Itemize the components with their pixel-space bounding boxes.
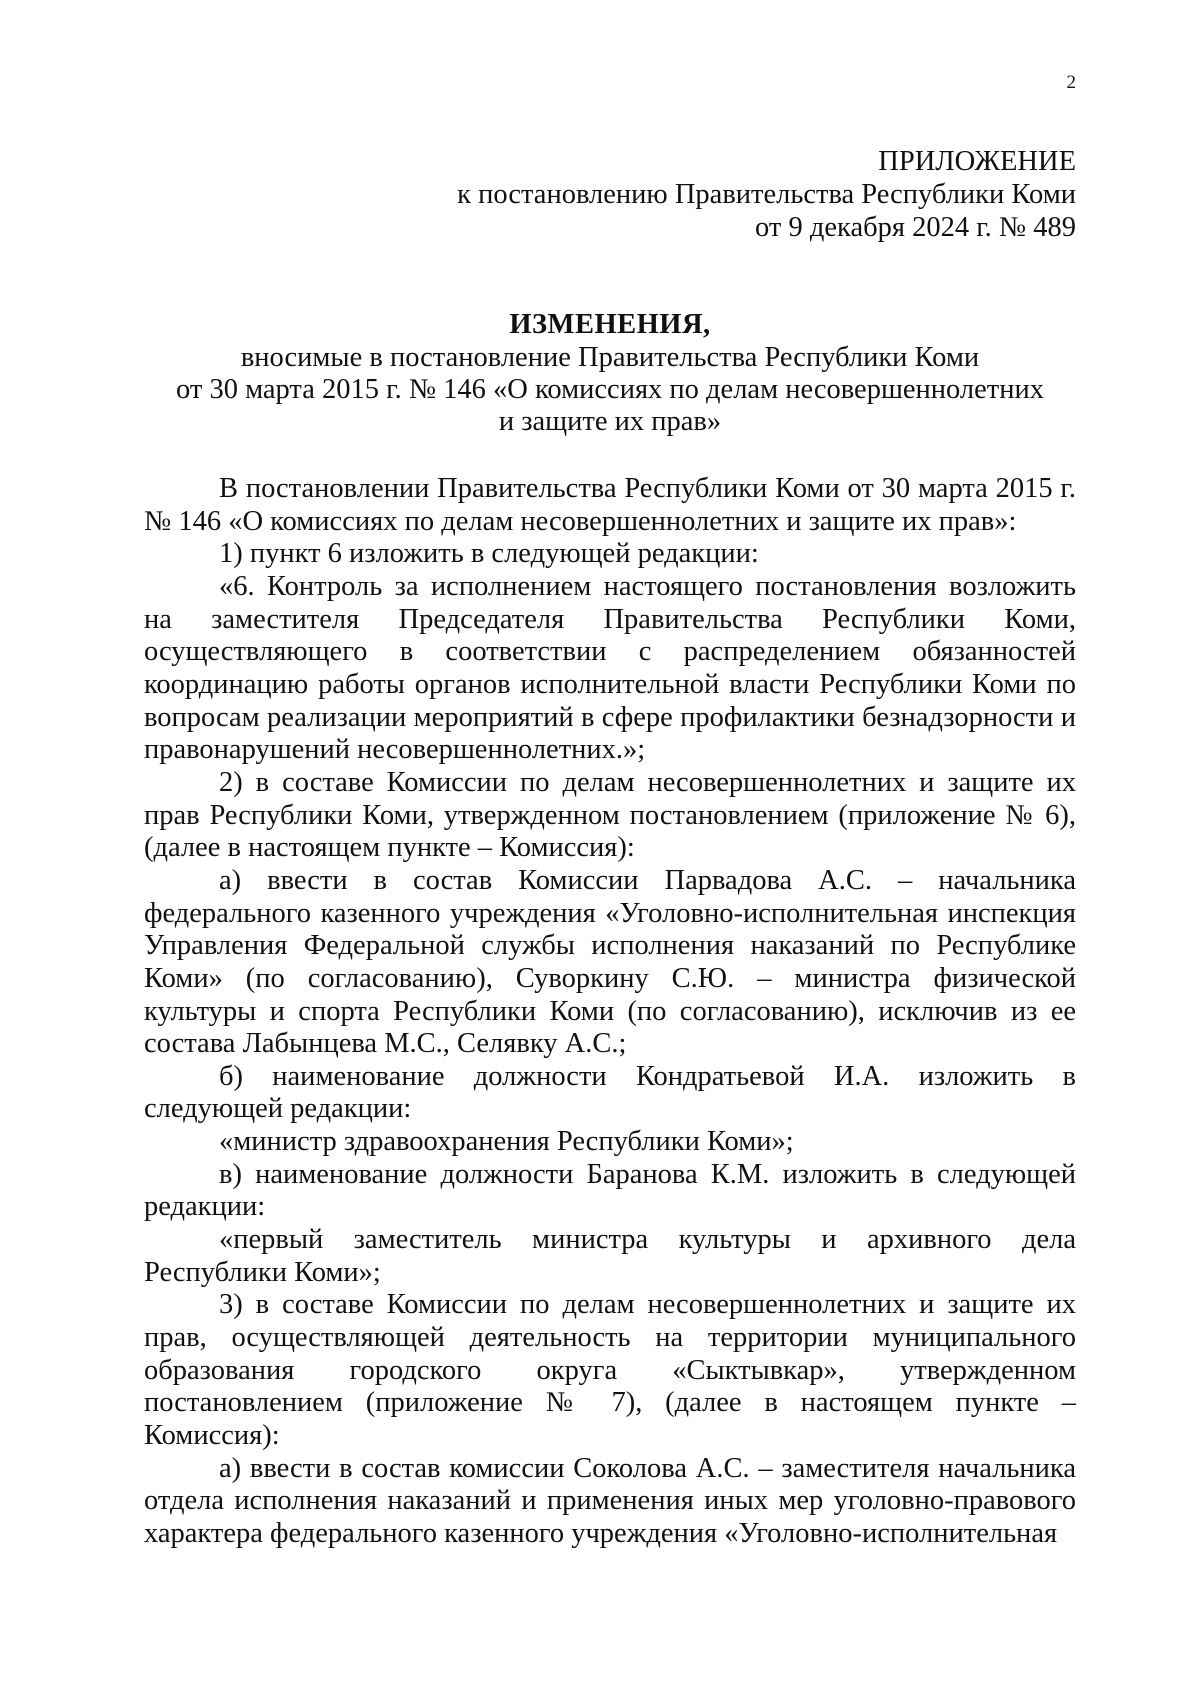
paragraph-item-2a: а) ввести в состав Комиссии Парвадова А.С. – начальника федерального казенного учреждения «Уголовно-исполнительная инспекция Управления Федеральной службы исполнения наказаний по Республике Коми» (по согласованию), Суворкину С.Ю. – министра физической культуры и спорта Республики Коми (по согласованию), исключив из ее состава Лабынцева М.С., Селявку А.С.; [144, 864, 1076, 1060]
paragraph-item-3: 3) в составе Комиссии по делам несовершеннолетних и защите их прав, осуществляющей деятельность на территории муниципального образования городского округа «Сыктывкар», утвержденном постановлением (приложение № 7), (далее в настоящем пункте – Комиссия): [144, 1289, 1076, 1452]
title-line-1: вносимые в постановление Правительства Республики Коми [240, 342, 980, 373]
appendix-heading: ПРИЛОЖЕНИЕ [878, 146, 1076, 177]
paragraph-item-2c: в) наименование должности Баранова К.М. изложить в следующей редакции: [144, 1158, 1076, 1223]
paragraph-item-2c-text: «первый заместитель министра культуры и архивного дела Республики Коми»; [144, 1224, 1076, 1288]
title-line-3: и защите их прав» [498, 406, 722, 437]
title-line-2: от 30 марта 2015 г. № 146 «О комиссиях по делам несовершеннолетних [175, 374, 1044, 405]
appendix-block [376, 145, 1076, 244]
paragraph-item-1-text: «6. Контроль за исполнением настоящего постановления возложить на заместителя Председателя Правительства Республики Коми, осуществляющего в соответствии с распределением обязанностей координацию работы органов исполнительной власти Республики Коми по вопросам реализации мероприятий в сфере профилактики безнадзорности и правонарушений несовершеннолетних.»; [144, 570, 1076, 766]
paragraph-intro: В постановлении Правительства Республики Коми от 30 марта 2015 г. № 146 «О комиссиях по делам несовершеннолетних и защите их прав»: [144, 473, 1076, 537]
document-title [144, 308, 1076, 438]
paragraph-item-2b: б) наименование должности Кондратьевой И.А. изложить в следующей редакции: [144, 1060, 1076, 1125]
paragraph-item-1: 1) пункт 6 изложить в следующей редакции: [219, 538, 759, 570]
paragraph-item-2b-text: «министр здравоохранения Республики Коми»; [219, 1126, 794, 1158]
paragraph-item-3a: а) ввести в состав комиссии Соколова А.С. – заместителя начальника отдела исполнения наказаний и применения иных мер уголовно-правового характера федерального казенного учреждения «Уголовно-исполнительная [144, 1452, 1076, 1549]
title-main: ИЗМЕНЕНИЯ, [509, 309, 711, 340]
appendix-line-resolution: к постановлению Правительства Республики Коми [457, 179, 1076, 210]
document-body [144, 473, 1076, 1551]
appendix-line-date: от 9 декабря 2024 г. № 489 [755, 212, 1076, 243]
paragraph-item-2: 2) в составе Комиссии по делам несовершеннолетних и защите их прав Республики Коми, утвержденном постановлением (приложение № 6), (далее в настоящем пункте – Комиссия): [144, 766, 1076, 864]
page-number: 2 [1066, 72, 1076, 93]
